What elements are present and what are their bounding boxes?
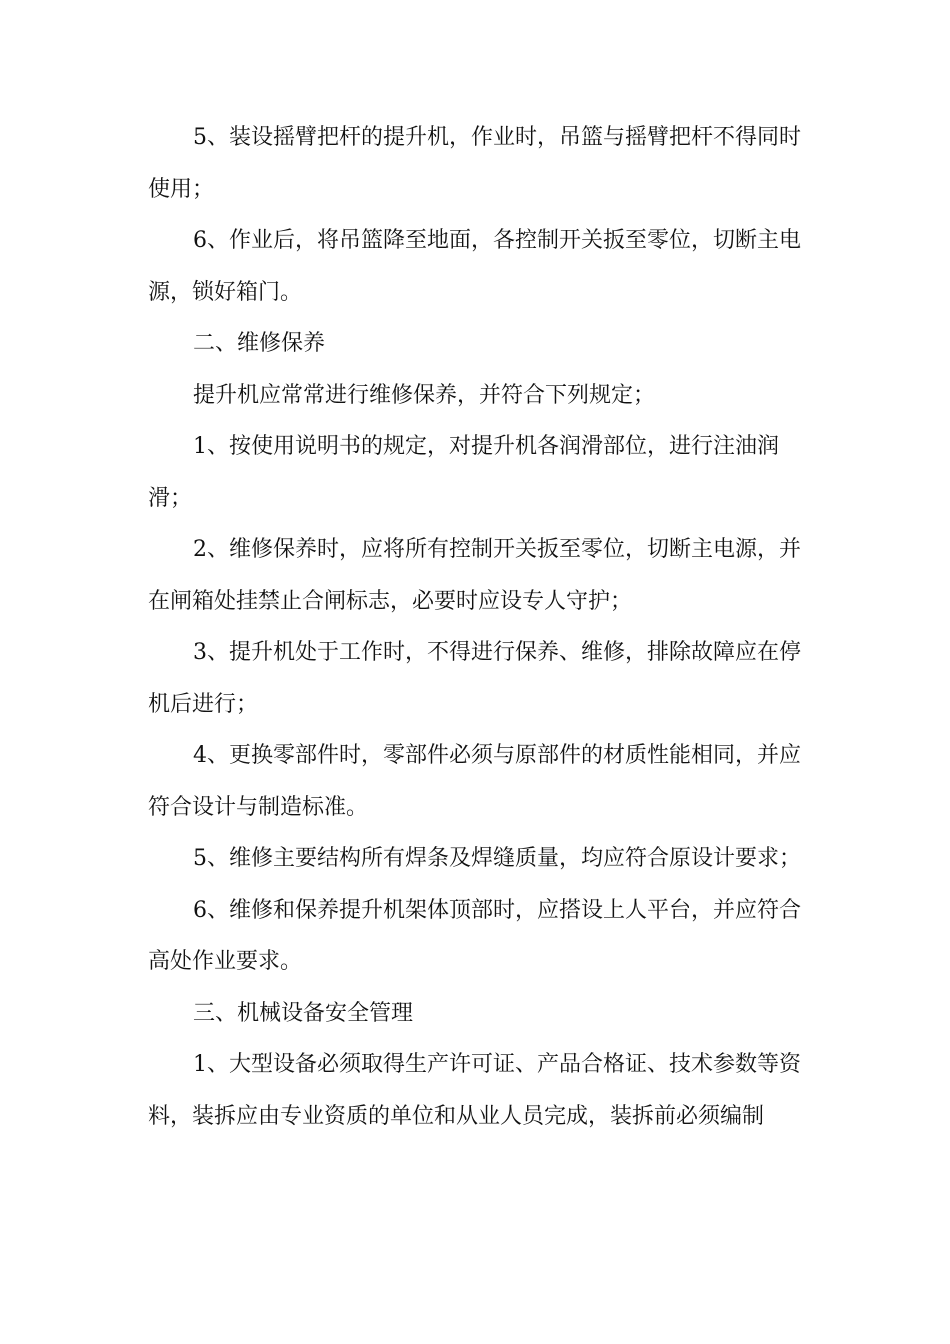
paragraph-top-platform: 6、维修和保养提升机架体顶部时，应搭设上人平台，并应符合高处作业要求。 (148, 897, 801, 974)
section-heading-maintenance: 二、维修保养 (193, 331, 326, 356)
paragraph-welding-quality: 5、维修主要结构所有焊条及焊缝质量，均应符合原设计要求； (193, 846, 801, 871)
document-body (148, 112, 808, 1142)
paragraph-large-equipment: 1、大型设备必须取得生产许可证、产品合格证、技术参数等资料，装拆应由专业资质的单位和从业人员完成，装拆前必须编制 (148, 1052, 801, 1129)
paragraph-lubrication: 1、按使用说明书的规定，对提升机各润滑部位，进行注油润滑； (148, 434, 779, 511)
paragraph-after-operation: 6、作业后，将吊篮降至地面，各控制开关扳至零位，切断主电源，锁好箱门。 (148, 228, 801, 305)
paragraph-replace-parts: 4、更换零部件时，零部件必须与原部件的材质性能相同，并应符合设计与制造标准。 (148, 743, 801, 820)
paragraph-no-maintenance-while-working: 3、提升机处于工作时，不得进行保养、维修，排除故障应在停机后进行； (148, 640, 801, 717)
paragraph-maintenance-intro: 提升机应常常进行维修保养，并符合下列规定； (193, 382, 656, 408)
section-heading-equipment-safety: 三、机械设备安全管理 (193, 1000, 414, 1026)
paragraph-power-off: 2、维修保养时，应将所有控制开关扳至零位，切断主电源，并在闸箱处挂禁止合闸标志，必要时应设专人守护； (148, 537, 801, 614)
paragraph-hoist-rocker-arm: 5、装设摇臂把杆的提升机，作业时，吊篮与摇臂把杆不得同时使用； (148, 125, 801, 202)
